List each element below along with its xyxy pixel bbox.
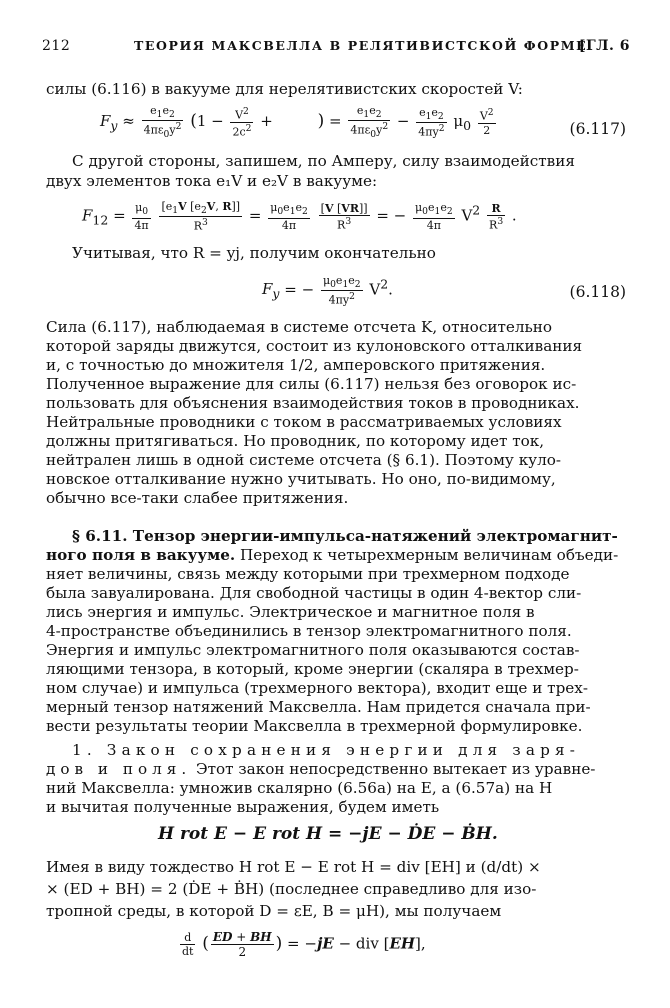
text-line: силы (6.116) в вакууме для нерелятивистских скоростей V: [46,80,523,98]
section-heading: § 6.11. Тензор энергии-импульса-натяжений электромагнит- [72,527,618,545]
text-line: Полученное выражение для силы (6.117) нельзя без оговорок ис- [46,375,577,393]
law-heading: 1. Закон сохранения энергии для заря- [72,741,581,759]
text-line: новское отталкивание нужно учитывать. Но оно, по-видимому, [46,470,556,488]
equation-6-118: $F_y$ = − $\frac{\mu_0e_1e_2}{4\pi y^2}$ $V^2$. [262,274,393,307]
text-line: × (ED + BH) = 2 (ḊE + ḂH) (последнее справедливо для изо- [46,880,537,898]
text-line: была завуалирована. Для свободной частицы в один 4-вектор сли- [46,584,582,602]
text-line: мерный тензор натяжений Максвелла. Нам придется сначала при- [46,698,591,716]
text-line: ном случае) и импульса (трехмерного вектора), входит еще и трех- [46,679,588,697]
text-line: пользовать для объяснения взаимодействия токов в проводниках. [46,394,580,412]
text-line: 4-пространстве объединились в тензор электромагнитного поля. [46,622,572,640]
text-line: Нейтральные проводники с током в рассматриваемых условиях [46,413,562,431]
text-line: обычно все-таки слабее притяжения. [46,489,349,507]
text-line: няет величины, связь между которыми при трехмерном подходе [46,565,570,583]
text-line: ляющими тензора, в который, кроме энергии (скаляра в трехмер- [46,660,579,678]
page-number: 212 [42,38,71,54]
law-heading-cont: дов и поля. [46,760,192,778]
text-line: Энергия и импульс электромагнитного поля оказываются состав- [46,641,580,659]
text-line: Имея в виду тождество H rot E − E rot H = div [EH] и (d/dt) × [46,858,541,876]
text-line: вести результаты теории Максвелла в трехмерной формулировке. [46,717,583,735]
text-line: С другой стороны, запишем, по Амперу, силу взаимодействия [72,152,575,170]
text-line: нейтрален лишь в одной системе отсчета (§ 6.1). Поэтому куло- [46,451,562,469]
text-line: дов и поля. Этот закон непосредственно вытекает из уравне- [46,760,596,778]
equation-6-117: $F_y$ ≈ $\frac{e_1e_2}{4\pi\varepsilon_0y^2}$ (1 − $\frac{V^2}{2c^2}$ + ) = $\frac{e_1e_2}{4\pi\varepsilon_0y^2}$ − $\frac{e_1e_2}{4\pi y^2}$ $\mu_0$ $\frac{V^2}{2}$ [100,104,494,141]
text-line: и, с точностью до множителя 1/2, амперовского притяжения. [46,356,546,374]
equation-number: (6.117) [569,120,626,138]
text-line: и вычитая полученные выражения, будем иметь [46,798,440,816]
equation-energy: H rot E − E rot H = −jE − ḊE − ḂH. [158,824,498,844]
text-line: Учитывая, что R = yj, получим окончательно [72,244,436,262]
section-heading-cont: ного поля в вакууме. [46,546,236,564]
text-line: двух элементов тока e₁V и e₂V в вакууме: [46,172,378,190]
equation-ampere-force: $F_{12}$ = $\frac{\mu_0}{4\pi}$ $\frac{[e_1V [e_2V, R]]}{R^3}$ = $\frac{\mu_0e_1e_2}{4\pi}$ $\frac{[V [VR]]}{R^3}$ = − $\frac{\mu_0e_1e_2}{4\pi}$ $V^2$ $\frac{R}{R^3}$ . [82,200,517,233]
equation-number: (6.118) [569,283,626,301]
text-line: ного поля в вакууме. Переход к четырехмерным величинам объеди- [46,546,619,564]
text-line: тропной среды, в которой D = εE, B = μH), мы получаем [46,902,502,920]
text-line: лись энергия и импульс. Электрическое и магнитное поля в [46,603,535,621]
running-header [42,38,630,56]
text-line: Сила (6.117), наблюдаемая в системе отсчета K, относительно [46,318,553,336]
chapter-marker: [ГЛ. 6 [578,38,630,54]
text-line: ний Максвелла: умножив скалярно (6.56а) на E, а (6.57а) на H [46,779,553,797]
text-line: которой заряды движутся, состоит из кулоновского отталкивания [46,337,583,355]
equation-energy-flux: $\frac{d}{dt}$ ( $\frac{ED + BH}{2}$ ) = −jE − div [EH], [182,930,426,959]
running-title: ТЕОРИЯ МАКСВЕЛЛА В РЕЛЯТИВИСТСКОЙ ФОРМЕ [134,38,588,53]
text-line: должны притягиваться. Но проводник, по которому идет ток, [46,432,545,450]
